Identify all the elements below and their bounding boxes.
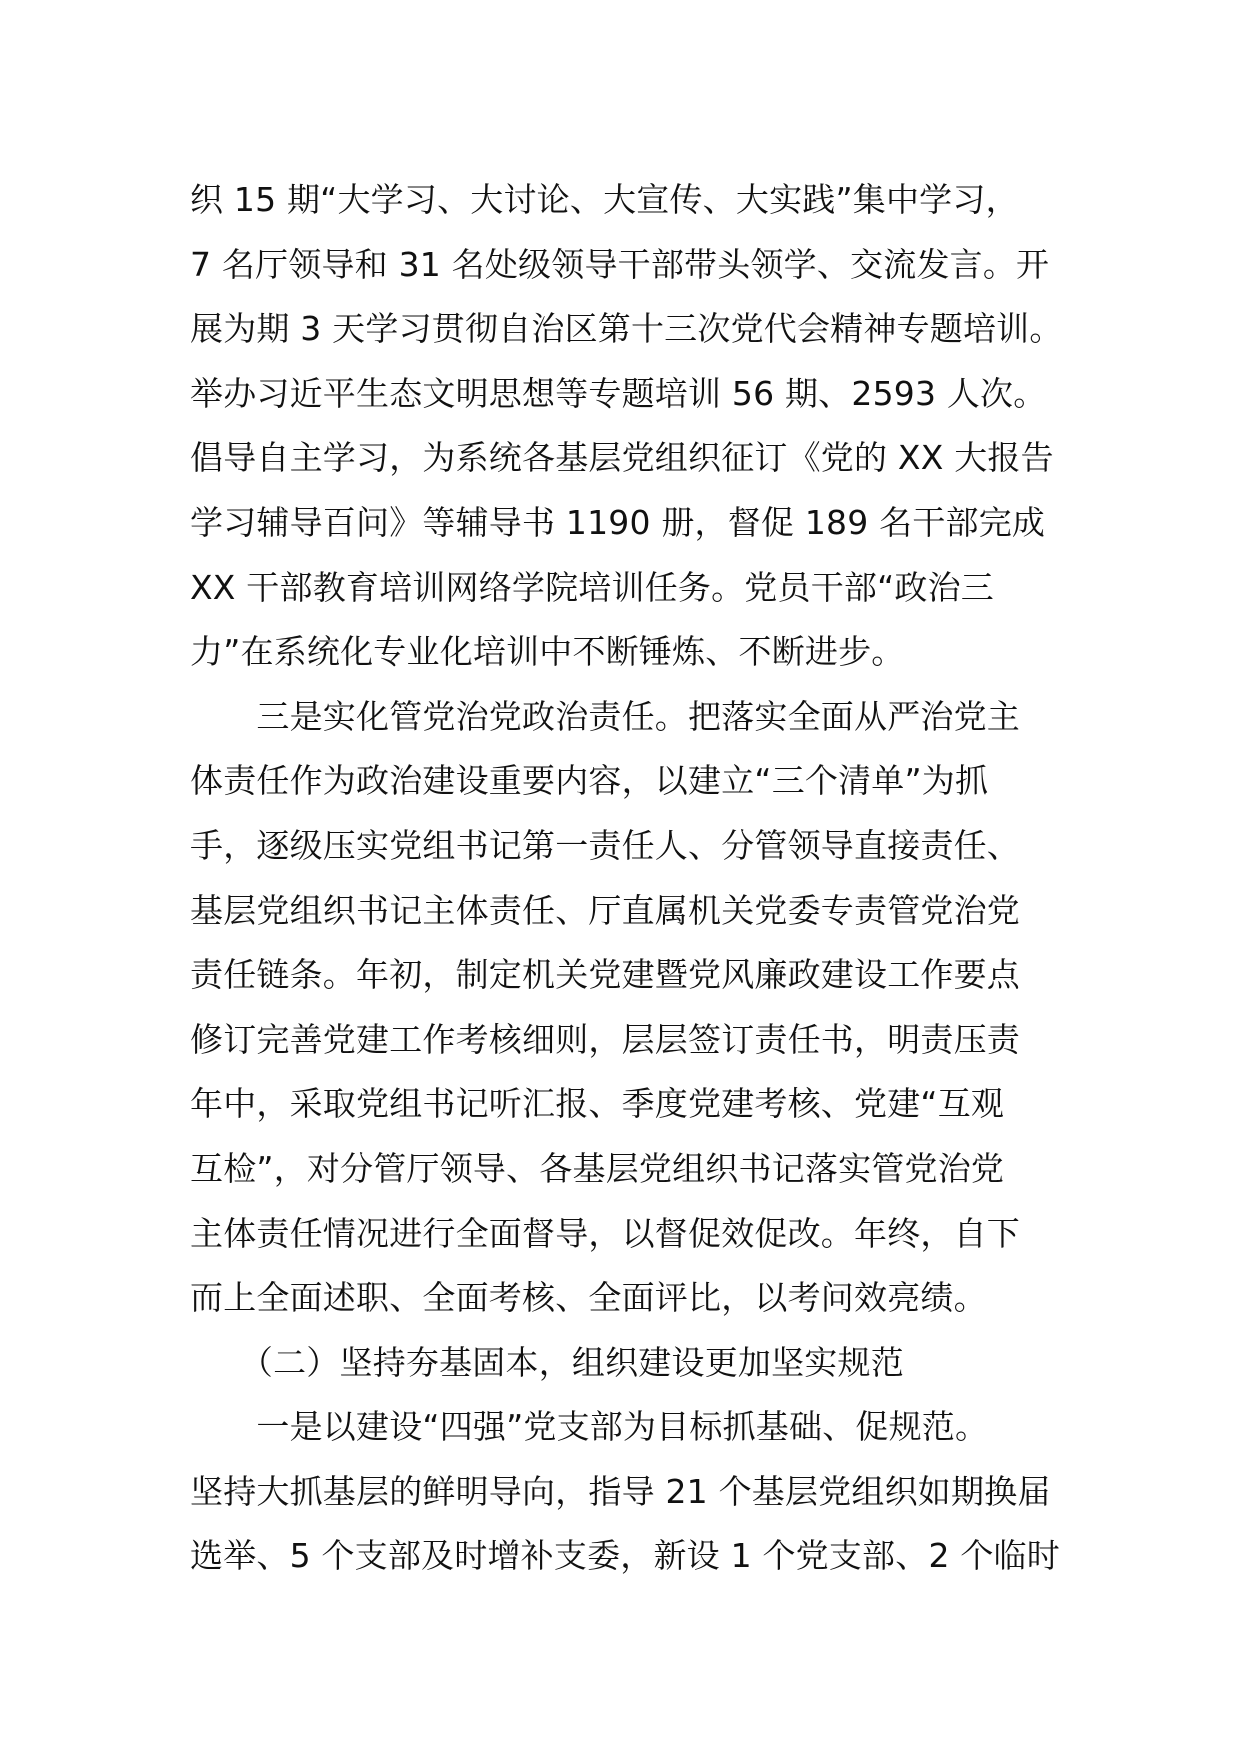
text-line: 力”在系统化专业化培训中不断锤炼、不断进步。 — [190, 632, 905, 672]
body-text — [190, 168, 1090, 1589]
text-line: 倡导自主学习，为系统各基层党组织征订《党的 XX 大报告 — [190, 438, 1054, 478]
text-line: 7 名厅领导和 31 名处级领导干部带头领学、交流发言。开 — [190, 244, 1050, 284]
text-line: 基层党组织书记主体责任、厅直属机关党委专责管党治党 — [190, 890, 1020, 930]
text-line: 责任链条。年初，制定机关党建暨党风廉政建设工作要点 — [190, 955, 1020, 995]
text-line: 三是实化管党治党政治责任。把落实全面从严治党主 — [190, 696, 1020, 736]
text-line: 而上全面述职、全面考核、全面评比，以考问效亮绩。 — [190, 1278, 987, 1318]
text-line: 坚持大抓基层的鲜明导向，指导 21 个基层党组织如期换届 — [190, 1471, 1051, 1511]
text-line: 互检”，对分管厅领导、各基层党组织书记落实管党治党 — [190, 1148, 1005, 1188]
text-line: 举办习近平生态文明思想等专题培训 56 期、2593 人次。 — [190, 373, 1047, 413]
text-line: 选举、5 个支部及时增补支委，新设 1 个党支部、2 个临时 — [190, 1536, 1060, 1576]
text-line: 修订完善党建工作考核细则，层层签订责任书，明责压责 — [190, 1019, 1020, 1059]
text-line: 年中，采取党组书记听汇报、季度党建考核、党建“互观 — [190, 1084, 1005, 1124]
text-line: 织 15 期“大学习、大讨论、大宣传、大实践”集中学习， — [190, 180, 1019, 219]
text-line: XX 干部教育培训网络学院培训任务。党员干部“政治三 — [190, 567, 994, 607]
text-line: 学习辅导百问》等辅导书 1190 册，督促 189 名干部完成 — [190, 502, 1046, 542]
text-line: 体责任作为政治建设重要内容，以建立“三个清单”为抓 — [190, 761, 989, 801]
text-line: 主体责任情况进行全面督导，以督促效促改。年终，自下 — [190, 1213, 1020, 1253]
text-line: 展为期 3 天学习贯彻自治区第十三次党代会精神专题培训。 — [190, 309, 1063, 349]
text-line: 一是以建设“四强”党支部为目标抓基础、促规范。 — [190, 1407, 989, 1447]
text-line: 手，逐级压实党组书记第一责任人、分管领导直接责任、 — [190, 825, 1020, 865]
section-heading: （二）坚持夯基固本，组织建设更加坚实规范 — [190, 1342, 904, 1382]
